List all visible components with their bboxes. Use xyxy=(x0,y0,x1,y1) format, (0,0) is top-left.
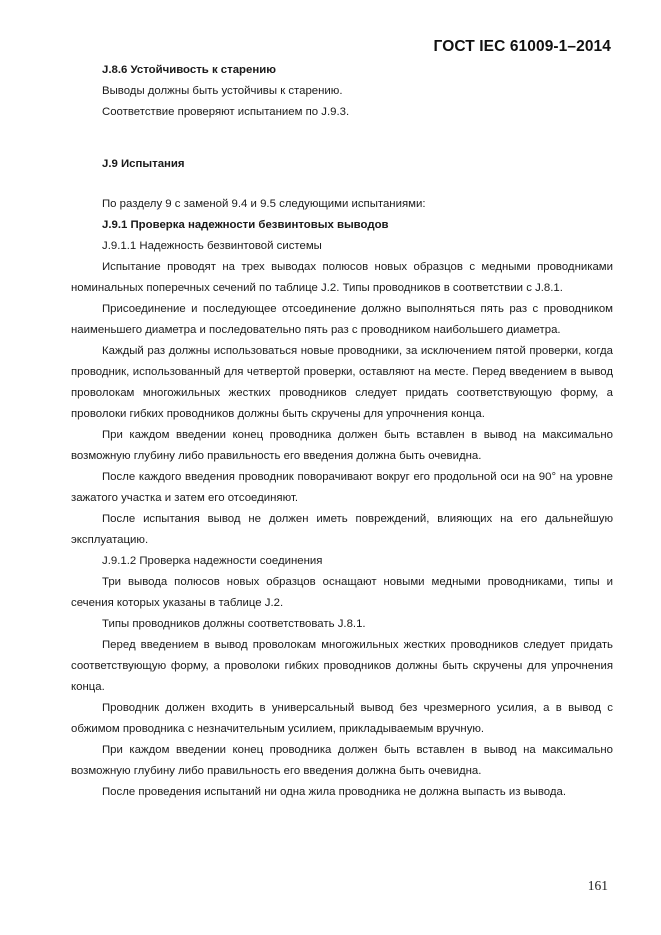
section-j9-title: J.9 Испытания xyxy=(102,158,185,170)
section-j86-title: J.8.6 Устойчивость к старению xyxy=(102,64,276,76)
paragraph: Перед введением в вывод проволокам многожильных жестких проводников следует придать соответствующую форму, а проволоки гибких проводников должны быть скручены для упрочнения конца. xyxy=(71,639,613,693)
document-header: ГОСТ IEC 61009-1–2014 xyxy=(433,38,611,55)
paragraph: После проведения испытаний ни одна жила проводника не должна выпасть из вывода. xyxy=(102,786,567,798)
section-j91-title: J.9.1 Проверка надежности безвинтовых выводов xyxy=(102,219,389,231)
subsection-j912-title: J.9.1.2 Проверка надежности соединения xyxy=(102,555,323,567)
paragraph: Присоединение и последующее отсоединение должно выполняться пять раз с проводником наименьшего диаметра и последовательно пять раз с проводником наибольшего диаметра. xyxy=(71,303,613,336)
paragraph: При каждом введении конец проводника должен быть вставлен в вывод на максимально возможную глубину либо правильность его введения должна быть очевидна. xyxy=(71,744,613,777)
paragraph: Типы проводников должны соответствовать J.8.1. xyxy=(102,618,366,630)
paragraph: Каждый раз должны использоваться новые проводники, за исключением пятой проверки, когда проводник, использованный для четвертой проверки, оставляют на месте. Перед введением в вывод проволокам многожильных жестких проводников следует придать соответствующую форму, а проволоки гибких проводников должны быть скручены для упрочнения конца. xyxy=(71,345,613,420)
paragraph: После испытания вывод не должен иметь повреждений, влияющих на его дальнейшую эксплуатацию. xyxy=(71,513,613,546)
page-content xyxy=(71,60,613,803)
paragraph: При каждом введении конец проводника должен быть вставлен в вывод на максимально возможную глубину либо правильность его введения должна быть очевидна. xyxy=(71,429,613,462)
paragraph: После каждого введения проводник поворачивают вокруг его продольной оси на 90° на уровне зажатого участка и затем его отсоединяют. xyxy=(71,471,613,504)
paragraph: Соответствие проверяют испытанием по J.9.3. xyxy=(102,106,350,118)
paragraph: Выводы должны быть устойчивы к старению. xyxy=(102,85,343,97)
paragraph: Три вывода полюсов новых образцов оснащают новыми медными проводниками, типы и сечения которых указаны в таблице J.2. xyxy=(71,576,613,609)
subsection-j911-title: J.9.1.1 Надежность безвинтовой системы xyxy=(102,240,322,252)
page-number: 161 xyxy=(587,878,608,893)
paragraph: По разделу 9 с заменой 9.4 и 9.5 следующими испытаниями: xyxy=(102,198,426,210)
paragraph: Проводник должен входить в универсальный вывод без чрезмерного усилия, а в вывод с обжимом проводника с незначительным усилием, прикладываемым вручную. xyxy=(71,702,613,735)
paragraph: Испытание проводят на трех выводах полюсов новых образцов с медными проводниками номинальных поперечных сечений по таблице J.2. Типы проводников в соответствии с J.8.1. xyxy=(71,261,613,294)
